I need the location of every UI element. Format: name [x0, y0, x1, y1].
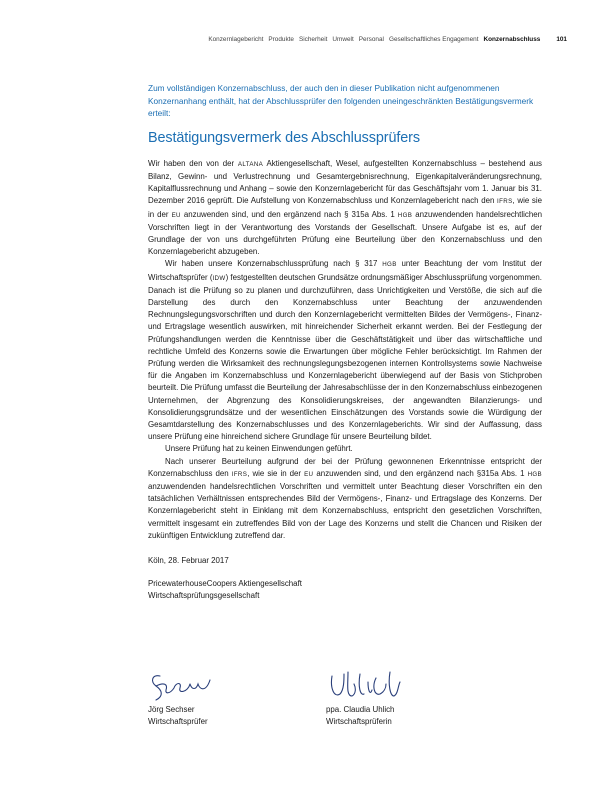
text-run: unter Beachtung der vom Institut der Wirtschaftsprüfer ( — [148, 259, 542, 282]
paragraph-4 — [148, 456, 542, 542]
firm-type: Wirtschaftsprüfungsgesellschaft — [148, 591, 260, 601]
signature-left — [148, 668, 308, 728]
nav-konzernlagebericht: Konzernlagebericht — [208, 36, 264, 43]
signature-block — [148, 668, 542, 758]
nav-produkte: Produkte — [268, 36, 294, 43]
abbr-ifrs: IFRS — [231, 470, 248, 478]
text-run: anzuwenden sind, und den ergänzend nach §315a Abs. 1 — [316, 468, 525, 478]
abbr-ifrs: IFRS — [497, 198, 513, 206]
text-run: Wir haben den von der — [148, 158, 235, 168]
handwritten-signature-sechser — [148, 668, 220, 704]
abbr-hgb: HGB — [397, 211, 413, 219]
nav-umwelt: Umwelt — [332, 36, 354, 43]
paragraph-1 — [148, 158, 542, 259]
paragraph-3: Unsere Prüfung hat zu keinen Einwendungen geführt. — [165, 444, 353, 454]
signer-role-left: Wirtschaftsprüfer — [148, 717, 208, 727]
nav-personal: Personal — [358, 36, 384, 43]
text-run: ) festgestellten deutschen Grundsätze ordnungsmäßiger Abschlussprüfung vorgenommen. Danach ist die Prüfung so zu planen und durchzuführen, dass Unrichtigkeiten und Verstöße, die sich auf die Darstellung des durch den Konzernabschluss unter Beachtung der anzuwendenden Rechnungslegungsvorschriften und durch den Konzernlagebericht vermittelten Bildes der Vermögens-, Finanz- und Ertragslage wesentlich auswirken, mit hinreichender Sicherheit erkannt werden. Bei der Festlegung der Prüfungshandlungen werden die Kenntnisse über die Geschäftstätigkeit und über das wirtschaftliche und rechtliche Umfeld des Konzerns sowie die Erwartungen über mögliche Fehler berücksichtigt. Im Rahmen der Prüfung werden die Wirksamkeit des rechnungslegungsbezogenen internen Kontrollsystems sowie Nachweise für die Angaben im Konzernabschluss und Konzernlagebericht überwiegend auf der Basis von Stichproben beurteilt. Die Prüfung umfasst die Beurteilung der Jahresabschlüsse der in den Konzernabschluss einbezogenen Unternehmen, der Abgrenzung des Konsolidierungskreises, der angewandten Bilanzierungs- und Konsolidierungsgrundsätze und der wesentlichen Einschätzungen des Vorstands sowie die Würdigung der Gesamtdarstellung des Konzernabschlusses und des Konzernlageberichts. Wir sind der Auffassung, dass unsere Prüfung eine hinreichend sichere Grundlage für unsere Beurteilung bildet. — [148, 272, 542, 442]
signer-name-left: Jörg Sechser — [148, 705, 195, 714]
signer-role-right: Wirtschaftsprüferin — [326, 717, 392, 727]
text-run: Wir haben unsere Konzernabschlussprüfung nach § 317 — [165, 259, 378, 269]
nav-konzernabschluss: Konzernabschluss — [483, 36, 541, 43]
abbr-idw: IDW — [212, 274, 226, 282]
signature-right — [326, 668, 486, 728]
paragraph-2 — [148, 258, 542, 443]
text-run: , wie sie in der — [148, 196, 542, 219]
main-content — [148, 82, 542, 603]
abbr-eu: EU — [304, 470, 314, 478]
page-number: 101 — [556, 36, 567, 43]
handwritten-signature-uhlich — [326, 668, 416, 704]
text-run: , wie sie in der — [247, 468, 302, 478]
firm-name: PricewaterhouseCoopers Aktiengesellschaft — [148, 579, 302, 589]
place-date: Köln, 28. Februar 2017 — [148, 556, 229, 566]
text-run: Nach unserer Beurteilung aufgrund der bei der Prüfung gewonnenen Erkenntnisse entspricht der Konzernabschluss den — [148, 456, 542, 478]
text-run: anzuwendenden handelsrechtlichen Vorschriften liegt in der Verantwortung des Vorstands der Gesellschaft. Unsere Aufgabe ist es, auf der Grundlage der von uns durchgeführten Prüfung eine Beurteilung über den Konzernabschluss und den Konzernlagebericht abzugeben. — [148, 209, 542, 257]
signer-name-right: ppa. Claudia Uhlich — [326, 705, 395, 714]
nav-gesellschaftliches-engagement: Gesellschaftliches Engagement — [388, 36, 479, 43]
page-title: Bestätigungsvermerk des Abschlussprüfers — [148, 129, 420, 146]
abbr-hgb: HGB — [527, 470, 543, 478]
abbr-eu: EU — [171, 211, 181, 219]
abbr-hgb: HGB — [382, 261, 397, 269]
intro-text: Zum vollständigen Konzernabschluss, der auch den in dieser Publikation nicht aufgenommenen Konzernanhang enthält, hat der Abschlussprüfer den folgenden uneingeschränkten Bestätigungsvermerk erteilt: — [148, 83, 534, 119]
text-run: anzuwenden sind, und den ergänzend nach § 315a Abs. 1 — [183, 209, 395, 219]
nav-sicherheit: Sicherheit — [299, 36, 328, 43]
header-navigation — [203, 36, 567, 43]
text-run: anzuwendenden handelsrechtlichen Vorschriften und vermittelt unter Beachtung dieser Vorschriften ein den tatsächlichen Verhältnissen entsprechendes Bild der Vermögens-, Finanz- und Ertragslage des Konzerns. Der Konzernlagebericht steht in Einklang mit dem Konzernabschluss, entspricht den gesetzlichen Vorschriften, vermittelt insgesamt ein zutreffendes Bild von der Lage des Konzerns und stellt die Chancen und Risiken der zukünftigen Entwicklung zutreffend dar. — [148, 482, 542, 540]
text-run: Aktiengesellschaft, Wesel, aufgestellten Konzernabschluss – bestehend aus Bilanz, Gewinn- und Verlustrechnung und Gesamtergebnisrechnung, Eigenkapitalveränderungsrechnung, Kapitalflussrechnung und Anhang – sowie den Konzernlagebericht für das Geschäftsjahr vom 1. Januar bis 31. Dezember 2016 geprüft. Die Aufstellung von Konzernabschluss und Konzernlagebericht nach den — [148, 158, 542, 206]
company-name: ALTANA — [237, 160, 264, 168]
